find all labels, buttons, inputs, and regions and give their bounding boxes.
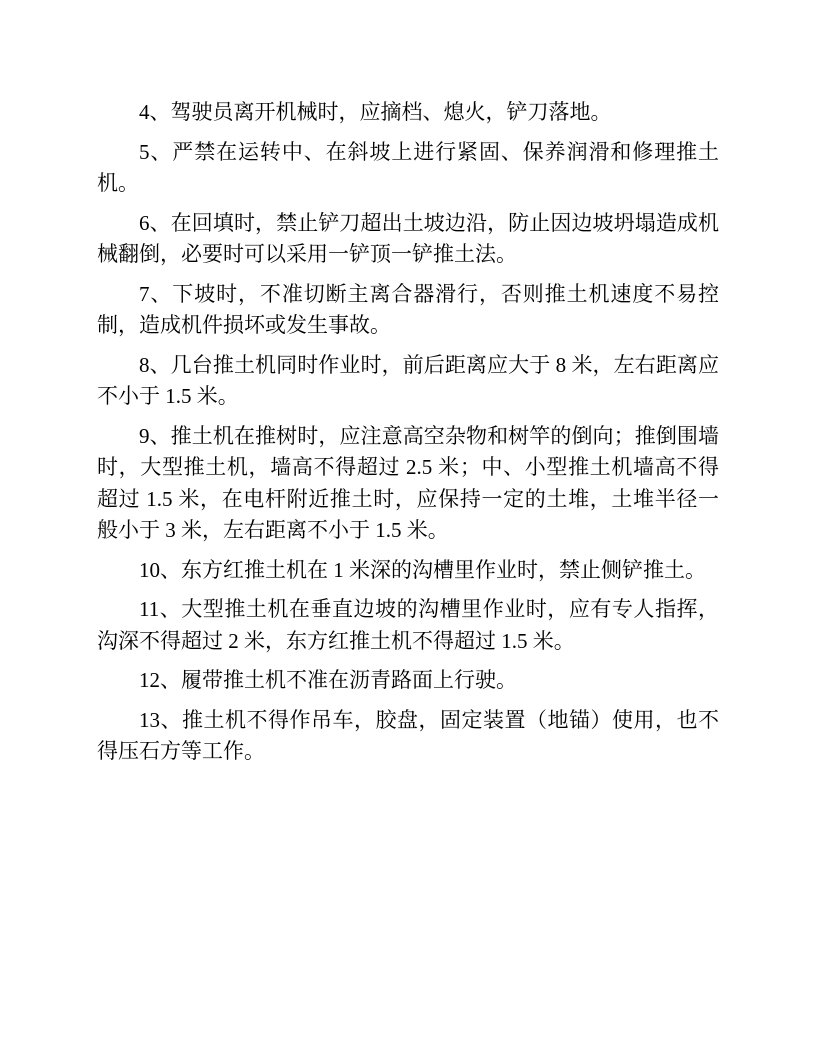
list-item-6: 6、在回填时，禁止铲刀超出土坡边沿，防止因边坡坍塌造成机械翻倒，必要时可以采用一铲顶一铲推土法。: [97, 210, 719, 266]
list-item-5: 5、严禁在运转中、在斜坡上进行紧固、保养润滑和修理推土机。: [97, 139, 719, 195]
list-item-9: 9、推土机在推树时，应注意高空杂物和树竿的倒向；推倒围墙时，大型推土机，墙高不得超过 2.5 米；中、小型推土机墙高不得超过 1.5 米，在电杆附近推土时，应保持一定的土堆，土堆半径一般小于 3 米，左右距离不小于 1.5 米。: [97, 423, 719, 542]
list-item-13: 13、推土机不得作吊车，胶盘，固定装置（地锚）使用，也不得压石方等工作。: [97, 707, 719, 763]
list-item-10: 10、东方红推土机在 1 米深的沟槽里作业时，禁止侧铲推土。: [139, 557, 706, 582]
list-item-7: 7、下坡时，不准切断主离合器滑行，否则推土机速度不易控制，造成机件损坏或发生事故。: [97, 281, 719, 337]
list-item-8: 8、几台推土机同时作业时，前后距离应大于 8 米，左右距离应不小于 1.5 米。: [97, 352, 719, 408]
list-item-12: 12、履带推土机不准在沥青路面上行驶。: [139, 668, 517, 692]
list-item-4: 4、驾驶员离开机械时，应摘档、熄火，铲刀落地。: [139, 100, 612, 124]
list-item-11: 11、大型推土机在垂直边坡的沟槽里作业时，应有专人指挥，沟深不得超过 2 米，东方红推土机不得超过 1.5 米。: [97, 597, 719, 653]
